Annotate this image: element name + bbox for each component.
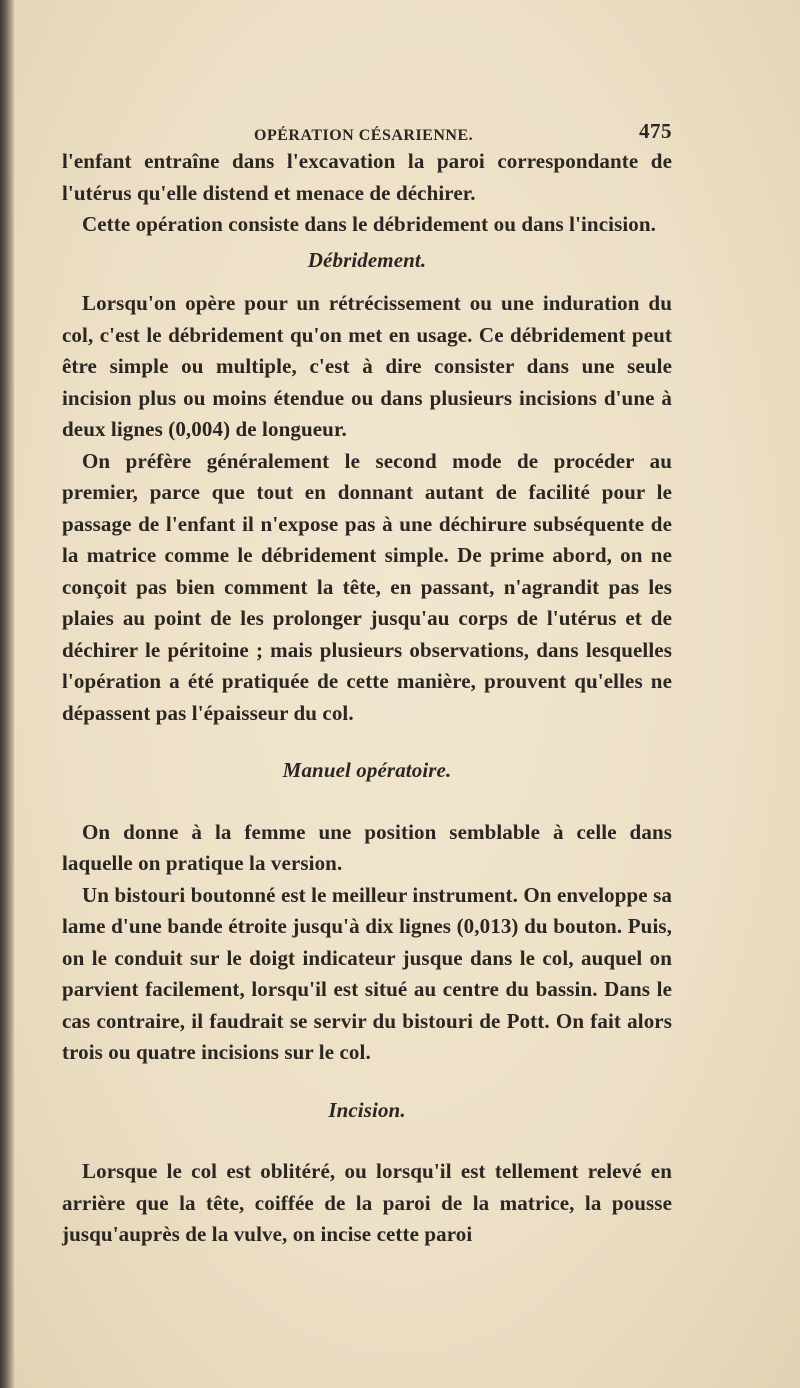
section-heading-manuel-operatoire: Manuel opératoire. [282, 758, 452, 782]
page-header [62, 112, 672, 144]
book-spine-shadow [0, 0, 14, 1388]
running-head: OPÉRATION CÉSARIENNE. [254, 127, 474, 144]
paragraph-continuation: l'enfant entraîne dans l'excavation la paroi correspondante de l'utérus qu'elle distend et menace de déchirer. [62, 149, 672, 205]
paragraph: On donne à la femme une position semblable à celle dans laquelle on pratique la version. [62, 819, 672, 875]
paragraph: Lorsque le col est oblitéré, ou lorsqu'il est tellement relevé en arrière que la tête, coiffée de la paroi de la matrice, la pousse jusqu'auprès de la vulve, on incise cette paroi [62, 1159, 672, 1246]
paragraph: Lorsqu'on opère pour un rétrécissement ou une induration du col, c'est le débridement qu'on met en usage. Ce débridement peut être simple ou multiple, c'est à dire consister dans une seule incision plus ou moins étendue ou dans plusieurs incisions d'une à deux lignes (0,004) de longueur. [62, 291, 672, 441]
section-heading-incision: Incision. [328, 1097, 406, 1122]
text-block [62, 112, 672, 1251]
paragraph: On préfère généralement le second mode de procéder au premier, parce que tout en donnant autant de facilité pour le passage de l'enfant il n'expose pas à une déchirure subséquente de la matrice comme le débridement simple. De prime abord, on ne conçoit pas bien comment la tête, en passant, n'agrandit pas les plaies au point de les prolonger jusqu'au corps de l'utérus et de déchirer le péritoine ; mais plusieurs observations, dans lesquelles l'opération a été pratiquée de cette manière, prouvent qu'elles ne dépassent pas l'épaisseur du col. [62, 448, 672, 725]
paragraph: Cette opération consiste dans le débridement ou dans l'incision. [82, 212, 657, 236]
page-number: 475 [639, 119, 672, 143]
section-heading-debridement: Débridement. [307, 247, 427, 272]
paragraph: Un bistouri boutonné est le meilleur instrument. On enveloppe sa lame d'une bande étroite jusqu'à dix lignes (0,013) du bouton. Puis, on le conduit sur le doigt indicateur jusque dans le col, auquel on parvient facilement, lorsqu'il est situé au centre du bassin. Dans le cas contraire, il faudrait se servir du bistouri de Pott. On fait alors trois ou quatre incisions sur le col. [62, 882, 672, 1064]
